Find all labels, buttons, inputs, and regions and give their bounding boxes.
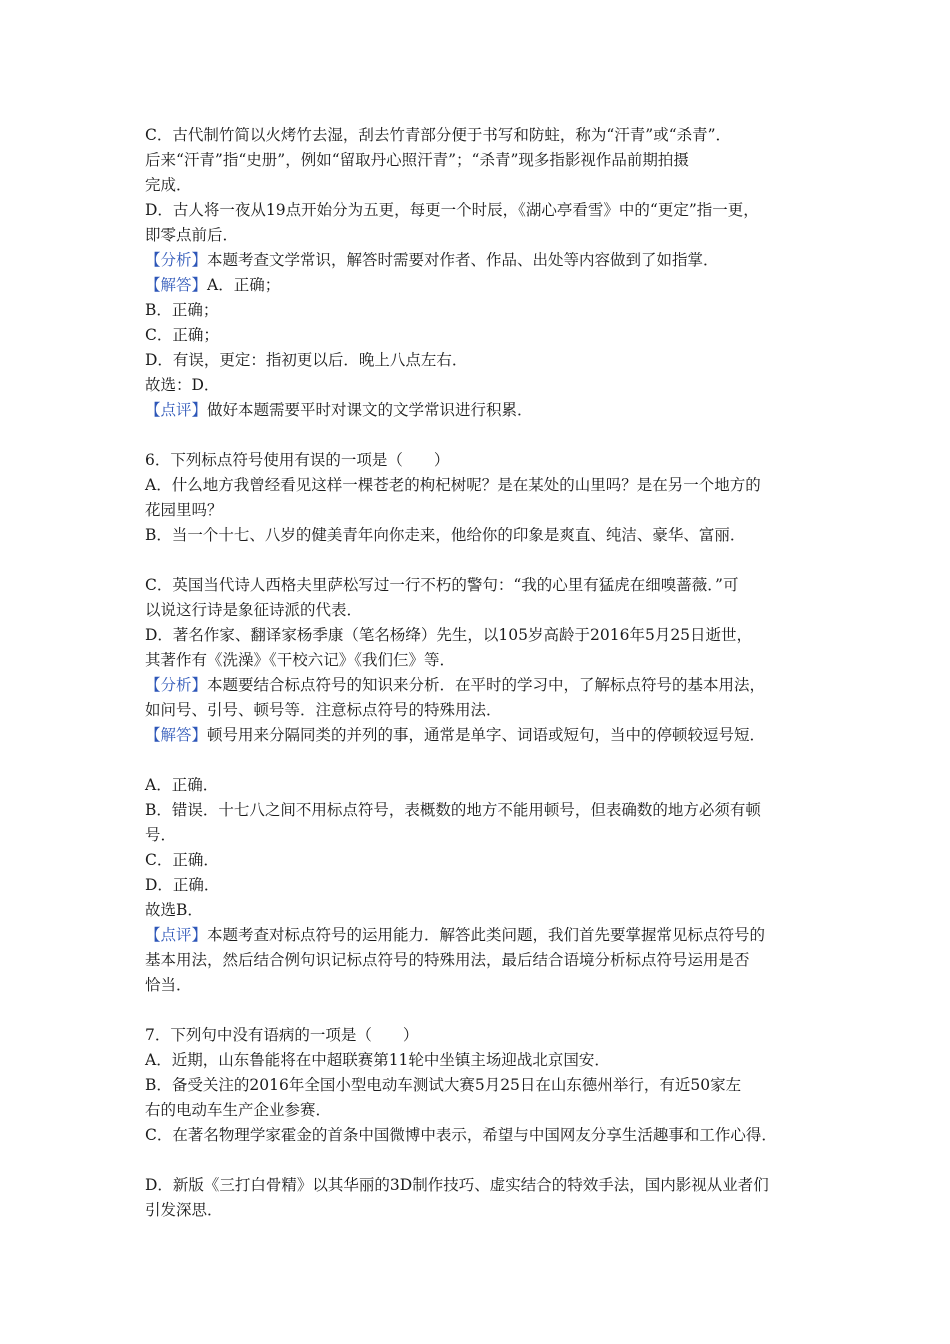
question-heading: 6．下列标点符号使用有误的一项是（ ） [145, 451, 450, 469]
answer-line [145, 724, 825, 746]
text-line: 以说这行诗是象征诗派的代表． [145, 601, 363, 619]
text-line: D．古人将一夜从19点开始分为五更，每更一个时辰，《湖心亭看雪》中的“更定”指一更， [145, 201, 759, 219]
text-line: 完成． [145, 176, 192, 194]
analysis-tag: 【分析】 [145, 676, 208, 694]
text-line: D．著名作家、翻译家杨季康（笔名杨绛）先生，以105岁高龄于2016年5月25日逝世， [145, 626, 753, 644]
text-line: C．在著名物理学家霍金的首条中国微博中表示，希望与中国网友分享生活趣事和工作心得． [145, 1126, 777, 1144]
text-line: A．什么地方我曾经看见这样一棵苍老的枸杞树呢？是在某处的山里吗？是在另一个地方的 [145, 476, 761, 494]
text-line: 故选：D． [145, 376, 220, 394]
text-line: 如问号、引号、顿号等．注意标点符号的特殊用法． [145, 701, 502, 719]
comment-text: 本题考查对标点符号的运用能力．解答此类问题，我们首先要掌握常见标点符号的 [207, 926, 766, 944]
answer-text: 顿号用来分隔同类的并列的事，通常是单字、词语或短句，当中的停顿较逗号短． [207, 726, 766, 744]
text-line: 后来“汗青”指“史册”，例如“留取丹心照汗青”；“杀青”现多指影视作品前期拍摄 [145, 151, 689, 169]
text-line: D．新版《三打白骨精》以其华丽的3D制作技巧、虚实结合的特效手法，国内影视从业者们 [145, 1176, 769, 1194]
text-line: C．古代制竹简以火烤竹去湿，刮去竹青部分便于书写和防蛀，称为“汗青”或“杀青”． [145, 126, 732, 144]
answer-tag: 【解答】 [145, 726, 208, 744]
comment-line [145, 924, 825, 946]
text-line: 引发深思． [145, 1201, 223, 1219]
comment-line [145, 399, 825, 421]
answer-text: A．正确； [207, 276, 281, 294]
question-heading: 7．下列句中没有语病的一项是（ ） [145, 1026, 419, 1044]
text-line: B．错误．十七八之间不用标点符号，表概数的地方不能用顿号，但表确数的地方必须有顿 [145, 801, 761, 819]
text-line: C．英国当代诗人西格夫里萨松写过一行不朽的警句：“我的心里有猛虎在细嗅蔷薇．”可 [145, 576, 739, 594]
text-line: A．正确． [145, 776, 219, 794]
analysis-line [145, 249, 825, 271]
text-line: 恰当． [145, 976, 192, 994]
analysis-text: 本题要结合标点符号的知识来分析．在平时的学习中，了解标点符号的基本用法， [207, 676, 766, 694]
analysis-tag: 【分析】 [145, 251, 208, 269]
answer-tag: 【解答】 [145, 276, 208, 294]
text-line: 号． [145, 826, 177, 844]
text-line: D．正确． [145, 876, 220, 894]
answer-line [145, 274, 825, 296]
analysis-line [145, 674, 825, 696]
text-line: 右的电动车生产企业参赛． [145, 1101, 332, 1119]
comment-tag: 【点评】 [145, 401, 208, 419]
text-line: 基本用法，然后结合例句识记标点符号的特殊用法，最后结合语境分析标点符号运用是否 [145, 951, 750, 969]
comment-text: 做好本题需要平时对课文的文学常识进行积累． [207, 401, 533, 419]
text-line: 即零点前后． [145, 226, 239, 244]
text-line: B．正确； [145, 301, 219, 319]
text-line: 故选B． [145, 901, 203, 919]
text-line: B．备受关注的2016年全国小型电动车测试大赛5月25日在山东德州举行，有近50家左 [145, 1076, 742, 1094]
text-line: 其著作有《洗澡》《干校六记》《我们仨》等． [145, 651, 456, 669]
text-line: C．正确； [145, 326, 219, 344]
analysis-text: 本题考查文学常识，解答时需要对作者、作品、出处等内容做到了如指掌． [207, 251, 719, 269]
text-line: A．近期，山东鲁能将在中超联赛第11轮中坐镇主场迎战北京国安． [145, 1051, 610, 1069]
comment-tag: 【点评】 [145, 926, 208, 944]
text-line: D．有误，更定：指初更以后．晚上八点左右． [145, 351, 468, 369]
text-line: B．当一个十七、八岁的健美青年向你走来，他给你的印象是爽直、纯洁、豪华、富丽． [145, 526, 746, 544]
text-line: 花园里吗？ [145, 501, 223, 519]
text-line: C．正确． [145, 851, 219, 869]
